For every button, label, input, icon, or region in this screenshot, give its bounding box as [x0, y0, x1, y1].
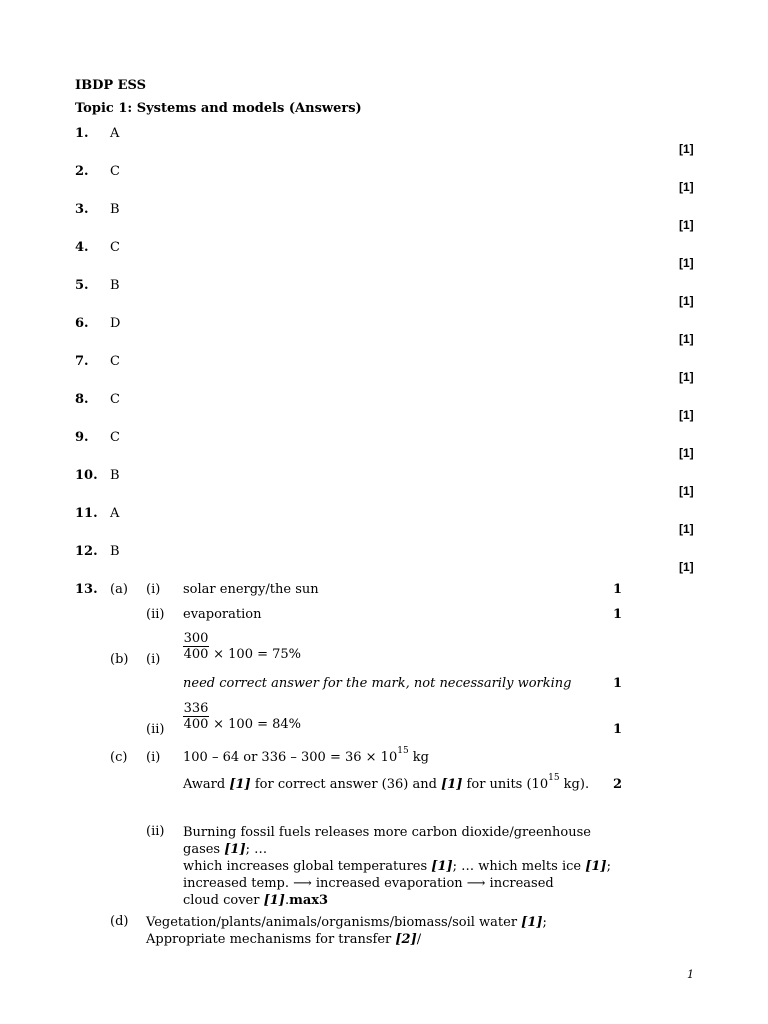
answer-mark: [1] [263, 893, 285, 908]
question-mark: [1] [679, 180, 694, 194]
answer-text: gases [183, 842, 225, 857]
answer-mark: [1] [224, 842, 246, 857]
part-b-ii-label: (ii) [146, 722, 165, 737]
answer-line: increased temp. ⟶ increased evaporation ⟶ increased [183, 876, 554, 891]
answer-line [183, 841, 611, 858]
award-mark: [1] [229, 777, 251, 792]
answer-text: . [284, 893, 290, 908]
question-mark: [1] [679, 218, 694, 232]
question-number: 10. [75, 468, 98, 483]
answer-mark: [1] [521, 915, 543, 930]
part-c-label: (c) [110, 750, 128, 765]
question-number: 3. [75, 202, 89, 217]
answer-line: Burning fossil fuels releases more carbon dioxide/greenhouse [183, 825, 591, 840]
fraction-expression: × 100 = 84% [209, 717, 302, 732]
question-answer: B [110, 544, 120, 559]
part-c-i-award [183, 773, 590, 792]
award-text: kg). [559, 777, 590, 792]
answer-line [146, 914, 547, 931]
question-answer: A [110, 126, 120, 141]
award-exponent: 15 [548, 773, 560, 783]
question-number: 5. [75, 278, 89, 293]
part-a-i-answer: solar energy/the sun [183, 582, 319, 597]
award-mark: [1] [441, 777, 463, 792]
part-c-i-calculation [183, 746, 430, 765]
part-a-i-mark: 1 [613, 582, 623, 597]
max-marks: max3 [289, 893, 329, 908]
question-mark: [1] [679, 332, 694, 346]
question-mark: [1] [679, 294, 694, 308]
part-a-i-label: (i) [146, 582, 161, 597]
topic-heading: Topic 1: Systems and models (Answers) [75, 101, 362, 116]
question-mark: [1] [679, 560, 694, 574]
fraction-expression: × 100 = 75% [209, 647, 302, 662]
question-answer: D [110, 316, 121, 331]
part-c-i-label: (i) [146, 750, 161, 765]
answer-text: ; … [245, 842, 268, 857]
question-answer: A [110, 506, 120, 521]
question-mark: [1] [679, 408, 694, 422]
question-answer: C [110, 240, 120, 255]
part-b-label: (b) [110, 652, 129, 667]
part-c-ii-answer [183, 824, 611, 909]
question-number: 9. [75, 430, 89, 445]
question-number: 7. [75, 354, 89, 369]
calc-unit: kg [408, 750, 430, 765]
question-answer: B [110, 278, 120, 293]
question-number: 13. [75, 582, 98, 597]
fraction-numerator: 300 [183, 631, 209, 646]
question-number: 4. [75, 240, 89, 255]
answer-line [146, 931, 547, 948]
answer-text: ; [542, 915, 547, 930]
question-mark: [1] [679, 484, 694, 498]
fraction-denominator: 400 [183, 647, 209, 662]
page-number: 1 [687, 968, 694, 981]
question-mark: [1] [679, 446, 694, 460]
question-answer: B [110, 202, 120, 217]
award-text: for correct answer (36) and [250, 777, 442, 792]
part-b-i-mark: 1 [613, 676, 623, 691]
answer-text: cloud cover [183, 893, 264, 908]
question-mark: [1] [679, 370, 694, 384]
question-number: 12. [75, 544, 98, 559]
part-c-ii-label: (ii) [146, 824, 165, 839]
question-answer: C [110, 164, 120, 179]
part-a-label: (a) [110, 582, 128, 597]
question-number: 6. [75, 316, 89, 331]
part-d-answer [146, 914, 547, 948]
answer-text: / [416, 932, 422, 947]
answer-mark: [2] [395, 932, 417, 947]
part-b-i-label: (i) [146, 652, 161, 667]
part-a-ii-label: (ii) [146, 607, 165, 622]
question-mark: [1] [679, 256, 694, 270]
question-mark: [1] [679, 522, 694, 536]
question-number: 1. [75, 126, 89, 141]
question-answer: C [110, 392, 120, 407]
fraction-numerator: 336 [183, 701, 209, 716]
calc-exponent: 15 [397, 746, 409, 756]
answer-text: Appropriate mechanisms for transfer [146, 932, 396, 947]
answer-line [183, 892, 611, 909]
question-number: 11. [75, 506, 98, 521]
answer-line [183, 858, 611, 875]
question-answer: B [110, 468, 120, 483]
part-b-ii-fraction [183, 701, 301, 732]
answer-text: which increases global temperatures [183, 859, 432, 874]
part-a-ii-mark: 1 [613, 607, 623, 622]
award-text: for units (10 [462, 777, 549, 792]
question-number: 2. [75, 164, 89, 179]
answer-text: ; … which melts ice [452, 859, 586, 874]
answer-mark: [1] [431, 859, 453, 874]
fraction-denominator: 400 [183, 717, 209, 732]
part-b-ii-mark: 1 [613, 722, 623, 737]
answer-text: Vegetation/plants/animals/organisms/biomass/soil water [146, 915, 522, 930]
part-b-i-fraction [183, 631, 301, 662]
part-c-i-mark: 2 [613, 777, 623, 792]
part-a-ii-answer: evaporation [183, 607, 262, 622]
part-d-label: (d) [110, 914, 129, 929]
course-title: IBDP ESS [75, 78, 147, 93]
answer-text: ; [606, 859, 611, 874]
question-answer: C [110, 354, 120, 369]
question-mark: [1] [679, 142, 694, 156]
calc-text: 100 – 64 or 336 – 300 = 36 × 10 [183, 750, 398, 765]
question-number: 8. [75, 392, 89, 407]
question-answer: C [110, 430, 120, 445]
award-text: Award [183, 777, 230, 792]
part-b-i-note: need correct answer for the mark, not necessarily working [183, 676, 572, 691]
answer-mark: [1] [585, 859, 607, 874]
